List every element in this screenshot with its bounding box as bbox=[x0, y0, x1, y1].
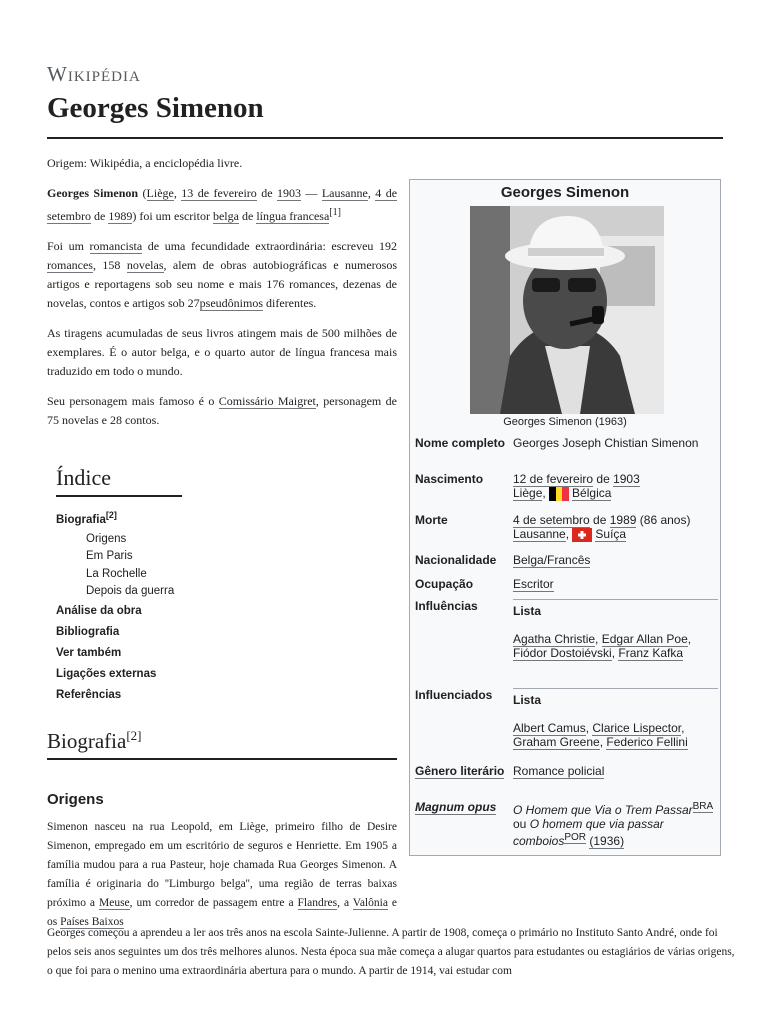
toc-item-referencias[interactable]: Referências bbox=[56, 688, 122, 701]
link-nasc-city[interactable]: Liège bbox=[513, 486, 543, 500]
paragraph-childhood: Georges começou a aprendeu a ler aos três anos na escola Sainte-Julienne. A partir de 1908, começa o primário no Instituto Santo André, onde foi pelos seis anos seguintes um dos três melhores alunos. Nesta época sua mãe começa a alugar quartos para estudantes ou estagiários de várias origens, o que foi para o menino uma extraordinária abertura para o mundo. A partir de 1914, vai estudar com bbox=[47, 927, 735, 977]
link-nasc-country[interactable]: Bélgica bbox=[572, 486, 612, 500]
link-franz-kafka[interactable]: Franz Kafka bbox=[618, 646, 684, 660]
toc-item-em-paris[interactable]: Em Paris bbox=[86, 550, 133, 563]
toc-item-origens[interactable]: Origens bbox=[86, 532, 127, 545]
toc-item-ligacoes[interactable]: Ligações externas bbox=[56, 667, 157, 680]
link-nasc-date[interactable]: 12 de fevereiro bbox=[513, 472, 594, 486]
divider bbox=[513, 599, 718, 600]
text: e os bbox=[47, 897, 397, 928]
label-influenciados: Influenciados bbox=[415, 688, 493, 702]
value-influenciados: Lista Albert Camus, Clarice Lispector, Graham Greene, Federico Fellini bbox=[513, 688, 718, 749]
link-flandres[interactable]: Flandres bbox=[297, 897, 338, 909]
link-escritor[interactable]: Escritor bbox=[513, 577, 554, 591]
link-valonia[interactable]: Valônia bbox=[352, 897, 388, 909]
section-ref[interactable]: [2] bbox=[126, 728, 142, 743]
text: diferentes. bbox=[263, 296, 317, 310]
value-influencias: Lista Agatha Christie, Edgar Allan Poe, Fiódor Dostoiévski, Franz Kafka bbox=[513, 599, 718, 660]
page-title: Georges Simenon bbox=[47, 92, 264, 124]
toc-item-la-rochelle[interactable]: La Rochelle bbox=[86, 567, 147, 580]
portrait-caption: Georges Simenon (1963) bbox=[503, 416, 627, 428]
text: ou bbox=[513, 817, 530, 831]
value-nome: Georges Joseph Chistian Simenon bbox=[513, 436, 699, 450]
link-maigret[interactable]: Comissário Maigret bbox=[218, 394, 316, 408]
link-dostoievski[interactable]: Fiódor Dostoiévski bbox=[513, 646, 612, 660]
label-influencias: Influências bbox=[415, 599, 478, 613]
paragraph-3: As tiragens acumuladas de seus livros atingem mais de 500 milhões de exemplares. É o autor belga, e o quarto autor de língua francesa mais traduzido em todo o mundo. bbox=[47, 326, 397, 378]
link-death-year[interactable]: 1989 bbox=[108, 209, 133, 223]
portrait-photo[interactable] bbox=[470, 206, 664, 414]
label-nascimento: Nascimento bbox=[415, 472, 484, 486]
label-genero bbox=[415, 764, 510, 778]
link-lausanne[interactable]: Lausanne bbox=[321, 186, 368, 200]
value-nascimento: 12 de fevereiro de 1903 Liège, Bélgica bbox=[513, 472, 640, 500]
toc-label: Biografia bbox=[56, 513, 106, 526]
label-magnum-opus bbox=[415, 800, 510, 814]
link-pseudonimos[interactable]: pseudônimos bbox=[199, 296, 263, 310]
text: , alem de obras autobiográficas e numerosos artigos e reportagens sob seu nome e mais 176 romances, dezenas de novelas, contos e artigos sob 27 bbox=[47, 258, 397, 310]
text: , a bbox=[337, 897, 353, 909]
section-title: Biografia bbox=[47, 729, 127, 753]
text: Foi um bbox=[47, 239, 90, 253]
link-magnum-opus[interactable]: Magnum opus bbox=[415, 800, 497, 814]
toc-item-biografia[interactable] bbox=[56, 505, 186, 531]
link-death-date[interactable]: 4 de setembro bbox=[47, 186, 398, 223]
value-nacionalidade bbox=[513, 553, 718, 567]
table-of-contents bbox=[56, 465, 186, 706]
link-nacionalidade[interactable]: Belga/Francês bbox=[513, 553, 591, 567]
origens-paragraph-top bbox=[47, 818, 397, 932]
subsection-heading-origens: Origens bbox=[47, 791, 104, 808]
section-heading-biografia bbox=[47, 728, 141, 754]
link-federico-fellini[interactable]: Federico Fellini bbox=[606, 735, 688, 749]
link-novelas[interactable]: novelas bbox=[126, 258, 164, 272]
value-ocupacao bbox=[513, 577, 718, 591]
link-bra[interactable]: BRA bbox=[692, 801, 714, 812]
link-genero-literario[interactable]: Gênero literário bbox=[415, 764, 505, 778]
intro-column bbox=[47, 154, 397, 441]
switzerland-flag-icon bbox=[572, 528, 592, 542]
origin-line: Origem: Wikipédia, a enciclopédia livre. bbox=[47, 156, 243, 170]
ref-1[interactable]: [1] bbox=[329, 207, 341, 218]
toc-item-analise[interactable]: Análise da obra bbox=[56, 604, 142, 617]
link-graham-greene[interactable]: Graham Greene bbox=[513, 735, 600, 749]
link-morte-city[interactable]: Lausanne bbox=[513, 527, 566, 541]
link-morte-country[interactable]: Suíça bbox=[595, 527, 627, 541]
text: Seu personagem mais famoso é o bbox=[47, 394, 219, 408]
link-edgar-allan-poe[interactable]: Edgar Allan Poe bbox=[601, 632, 688, 646]
title-divider bbox=[47, 137, 723, 139]
text: , personagem de 75 novelas e 28 contos. bbox=[47, 394, 398, 427]
link-paises-baixos[interactable]: Países Baixos bbox=[60, 916, 124, 928]
text: , um corredor de passagem entre a bbox=[129, 897, 298, 909]
link-meuse[interactable]: Meuse bbox=[98, 897, 130, 909]
death-age: (86 anos) bbox=[639, 513, 691, 527]
paragraph-4 bbox=[47, 392, 397, 430]
link-albert-camus[interactable]: Albert Camus bbox=[513, 721, 586, 735]
label-nome: Nome completo bbox=[415, 436, 506, 450]
link-romances[interactable]: romances bbox=[47, 258, 93, 272]
value-genero bbox=[513, 764, 718, 778]
link-belga[interactable]: belga bbox=[212, 209, 239, 223]
link-agatha-christie[interactable]: Agatha Christie bbox=[513, 632, 596, 646]
toc-item-ver-tambem[interactable]: Ver também bbox=[56, 646, 122, 659]
value-morte: 4 de setembro de 1989 (86 anos) Lausanne, Suíça bbox=[513, 513, 691, 541]
wikipedia-wordmark[interactable]: Wikipédia bbox=[47, 62, 141, 86]
link-romancista[interactable]: romancista bbox=[89, 239, 143, 253]
intro-paragraph: Georges Simenon (Liège, 13 de fevereiro de 1903 — Lausanne, 4 de setembro de 1989) foi um escritor belga de língua francesa[1] bbox=[47, 186, 398, 223]
link-romance[interactable]: Romance policial bbox=[513, 764, 605, 778]
link-liege[interactable]: Liège bbox=[146, 186, 174, 200]
label-morte: Morte bbox=[415, 513, 448, 527]
infobox-title: Georges Simenon bbox=[500, 184, 630, 201]
toc-ref: [2] bbox=[105, 510, 117, 520]
toc-item-bibliografia[interactable]: Bibliografia bbox=[56, 625, 120, 638]
paragraph-2 bbox=[47, 237, 397, 313]
value-magnum-opus bbox=[513, 800, 718, 848]
text: , 158 bbox=[92, 258, 127, 272]
link-birth-date[interactable]: 13 de fevereiro bbox=[181, 186, 257, 200]
belgium-flag-icon bbox=[549, 487, 569, 501]
link-nasc-year[interactable]: 1903 bbox=[613, 472, 640, 486]
toc-title: Índice bbox=[56, 465, 182, 497]
link-lingua-francesa[interactable]: língua francesa bbox=[256, 209, 330, 223]
divider bbox=[513, 688, 718, 689]
subject-name: Georges Simenon bbox=[47, 186, 139, 200]
label-ocupacao: Ocupação bbox=[415, 577, 474, 591]
link-1936[interactable]: (1936) bbox=[589, 834, 625, 848]
section-divider bbox=[47, 758, 397, 760]
text: Simenon nasceu na rua Leopold, em Liège, primeiro filho de Desire Simenon, empregado em um escritório de seguros e Henriette. Em 1905 a família mudou para a rua Pasteur, hoje chamada Rua Georges Simenon. A família é originaria do ''Limburgo belga'', uma região de terras baixas próximo a bbox=[47, 821, 397, 909]
link-birth-year[interactable]: 1903 bbox=[276, 186, 301, 200]
link-clarice-lispector[interactable]: Clarice Lispector bbox=[592, 721, 682, 735]
toc-item-depois-da-guerra[interactable]: Depois da guerra bbox=[86, 585, 175, 598]
infobox bbox=[409, 179, 721, 856]
portrait-image bbox=[470, 206, 664, 414]
label-nacionalidade: Nacionalidade bbox=[415, 553, 497, 567]
list-toggle-influencias[interactable]: Lista bbox=[513, 604, 542, 618]
link-por[interactable]: POR bbox=[564, 832, 587, 843]
work-title-por: O homem que via passar comboios bbox=[513, 817, 664, 848]
text: de uma fecundidade extraordinária: escreveu 192 bbox=[142, 239, 397, 253]
link-morte-date[interactable]: 4 de setembro bbox=[513, 513, 590, 527]
link-morte-year[interactable]: 1989 bbox=[609, 513, 637, 527]
list-toggle-influenciados[interactable]: Lista bbox=[513, 693, 542, 707]
work-title-bra: O Homem que Via o Trem Passar bbox=[513, 803, 693, 817]
